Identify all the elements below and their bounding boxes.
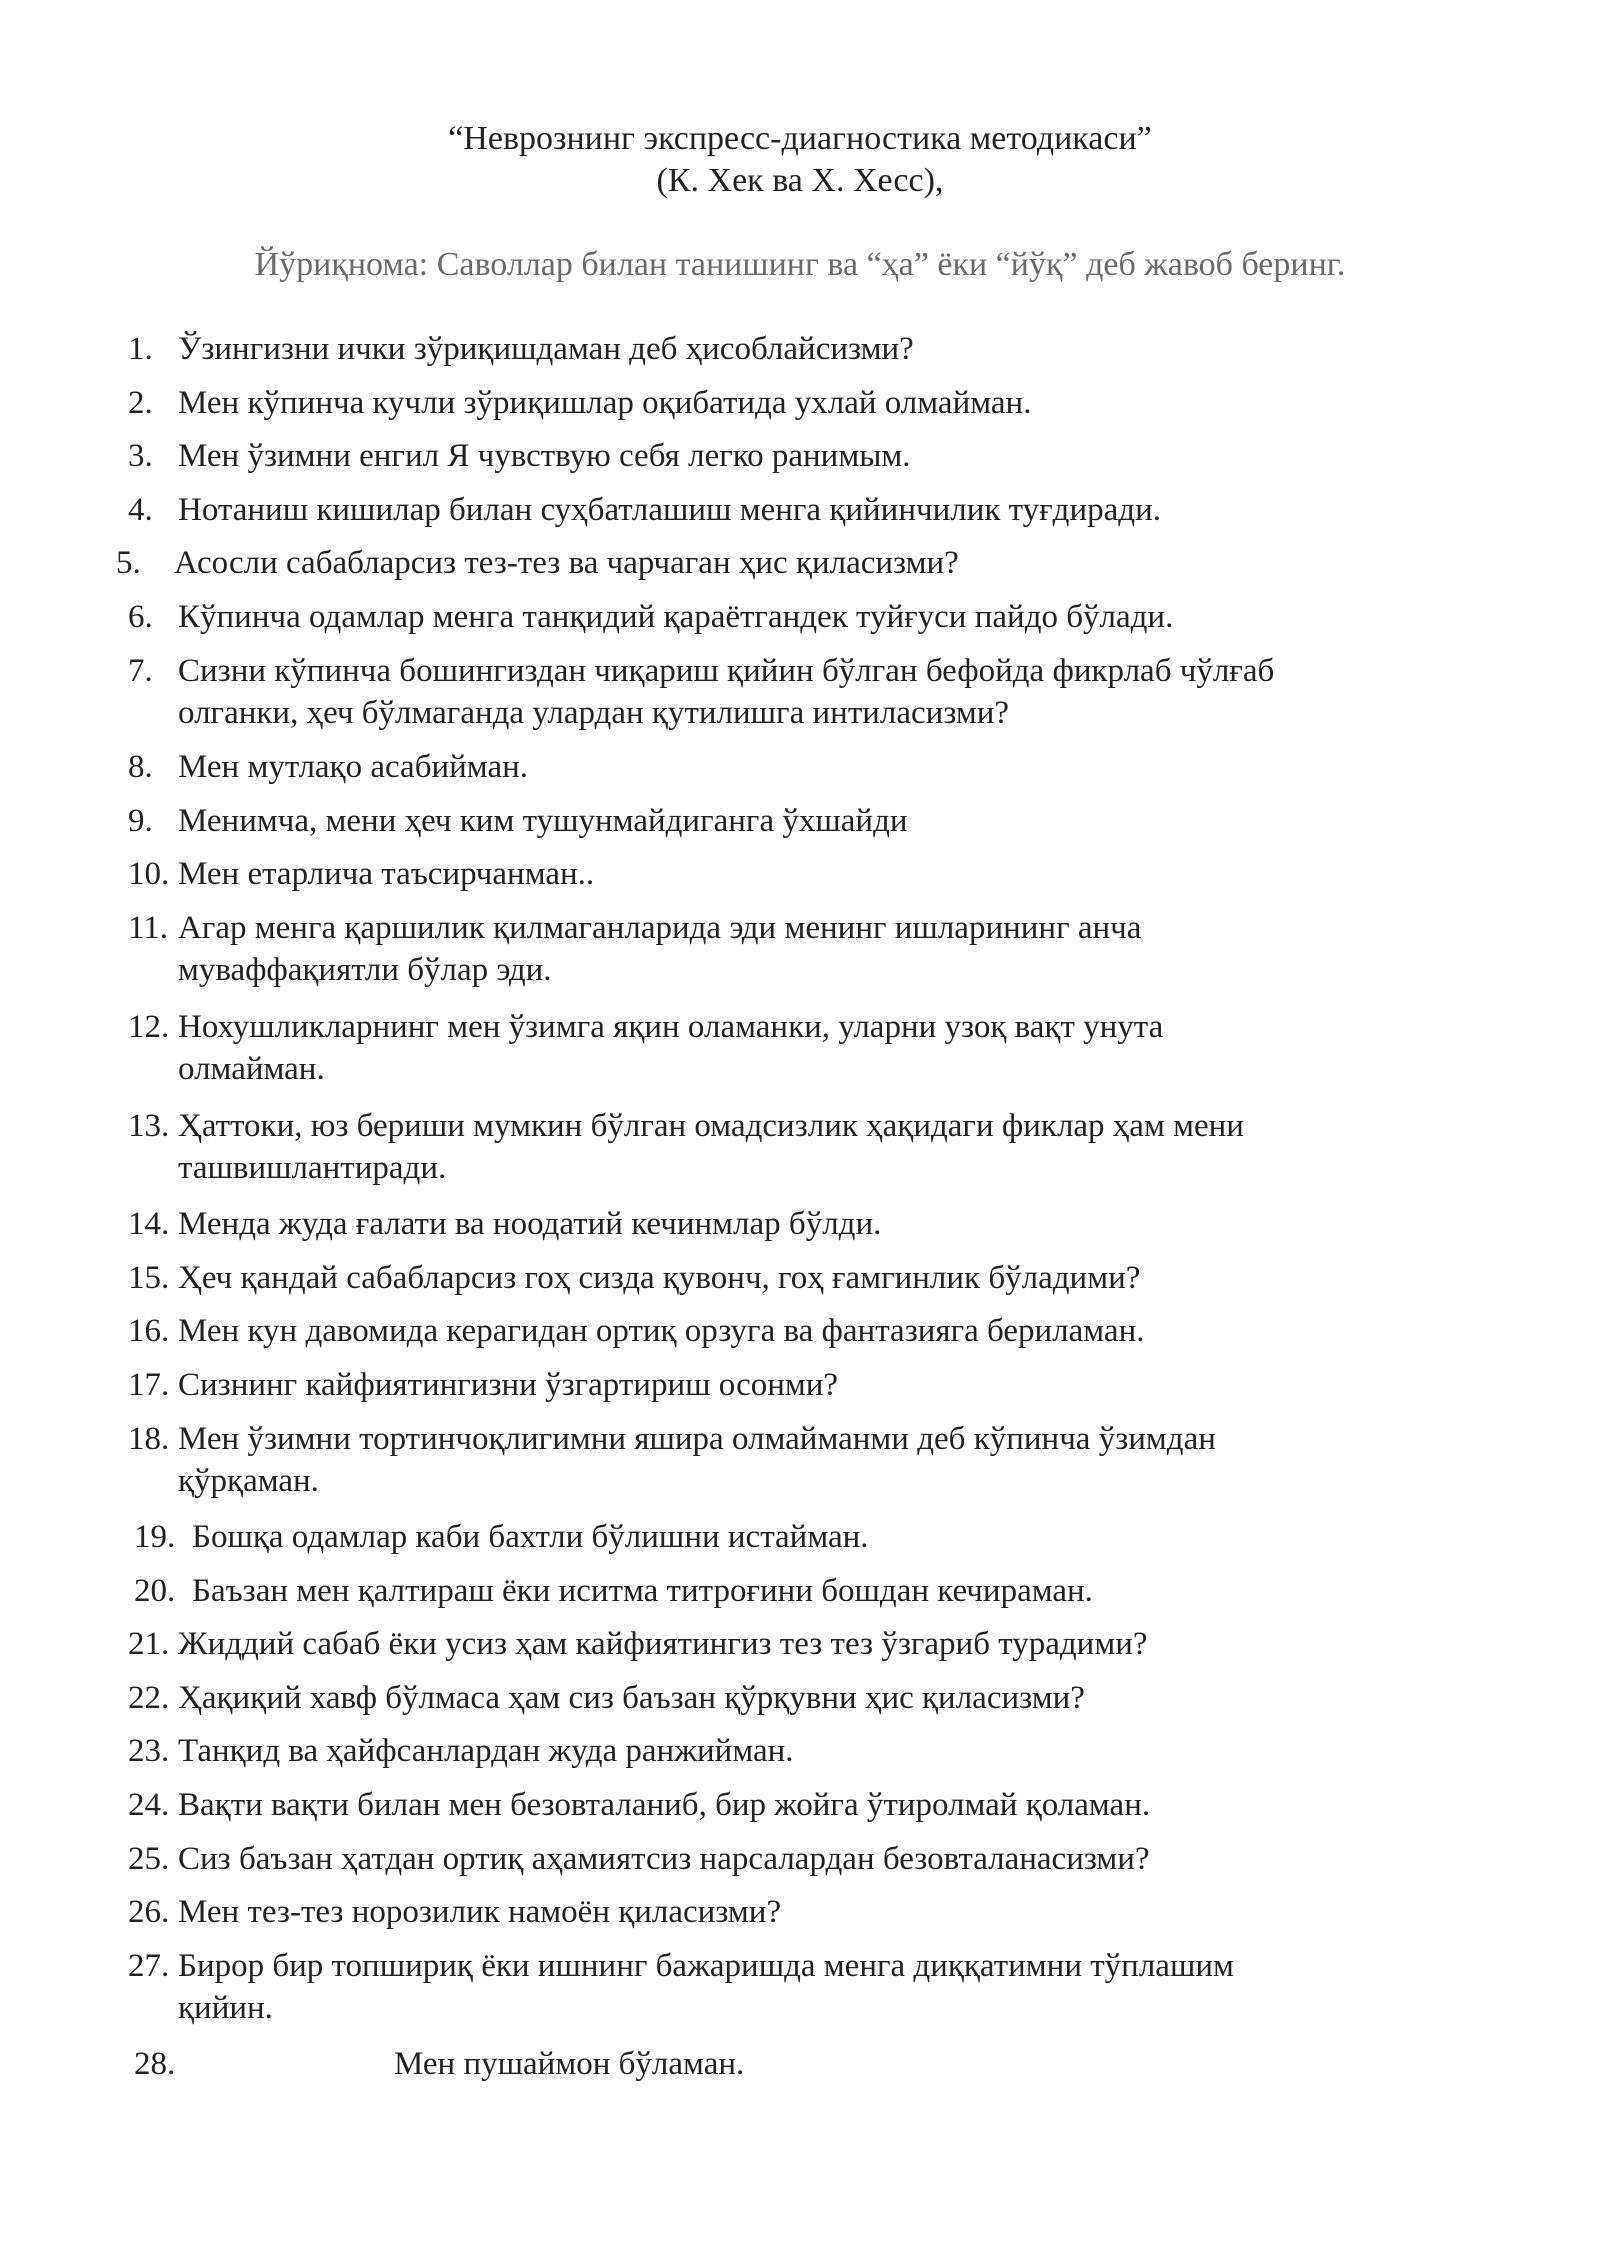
document-authors: (К. Хек ва Х. Хесс), <box>656 162 944 199</box>
question-text: қўрқаман. <box>178 1463 319 1499</box>
question-text: Бошқа одамлар каби бахтли бўлишни истайман. <box>192 1519 869 1555</box>
question-number: 9. <box>128 803 153 839</box>
question-item <box>128 489 1161 531</box>
question-text: Вақти вақти билан мен безовталаниб, бир жойга ўтиролмай қоламан. <box>178 1787 1151 1823</box>
question-item <box>128 1364 838 1406</box>
question-text: муваффақиятли бўлар эди. <box>178 952 552 988</box>
question-number: 4. <box>128 492 153 528</box>
question-text: қийин. <box>178 1990 273 2026</box>
question-text: Мен ўзимни енгил Я чувствую себя легко ранимым. <box>178 438 911 474</box>
question-item <box>134 2043 744 2085</box>
question-text: Ўзингизни ички зўриқишдаман деб ҳисоблайсизми? <box>178 331 914 367</box>
question-number: 21. <box>128 1626 170 1662</box>
question-number: 22. <box>128 1680 170 1716</box>
question-item <box>116 542 959 584</box>
question-number: 13. <box>128 1108 170 1144</box>
question-item <box>134 1570 1093 1612</box>
question-number: 27. <box>128 1948 170 1984</box>
question-number: 20. <box>134 1573 176 1609</box>
question-text: Менда жуда ғалати ва ноодатий кечинмлар бўлди. <box>178 1206 882 1242</box>
question-text: Менимча, мени ҳеч ким тушунмайдиганга ўхшайди <box>178 803 908 839</box>
question-text: Асосли сабабларсиз тез-тез ва чарчаган ҳис қиласизми? <box>174 545 959 581</box>
question-item <box>128 746 528 788</box>
question-item <box>128 1105 1244 1189</box>
question-text: Бирор бир топшириқ ёки ишнинг бажаришда менга диққатимни тўплашим <box>178 1948 1234 1984</box>
question-text: олмайман. <box>178 1051 325 1087</box>
question-number: 26. <box>128 1894 170 1930</box>
question-text: Мен мутлақо асабийман. <box>178 749 529 785</box>
question-text: Сиз баъзан ҳатдан ортиқ аҳамиятсиз нарсалардан безовталанасизми? <box>178 1841 1150 1877</box>
question-item <box>128 435 911 477</box>
question-text: Ҳақиқий хавф бўлмаса ҳам сиз баъзан қўрқувни ҳис қиласизми? <box>178 1680 1085 1716</box>
question-text: Ҳеч қандай сабабларсиз гоҳ сизда қувонч, гоҳ ғамгинлик бўладими? <box>178 1260 1141 1296</box>
question-number: 7. <box>128 653 153 689</box>
question-item <box>128 328 914 370</box>
question-item <box>128 1257 1140 1299</box>
question-text: Мен етарлича таъсирчанман.. <box>178 856 595 892</box>
question-number: 25. <box>128 1841 170 1877</box>
question-item <box>128 650 1274 734</box>
question-number: 23. <box>128 1733 170 1769</box>
question-number: 12. <box>128 1009 170 1045</box>
question-item <box>128 1006 1163 1090</box>
question-text: Нохушликларнинг мен ўзимга яқин оламанки, уларни узоқ вақт унута <box>178 1009 1164 1045</box>
question-item <box>128 1730 794 1772</box>
question-text: Танқид ва ҳайфсанлардан жуда ранжийман. <box>178 1733 794 1769</box>
question-text: Мен кўпинча кучли зўриқишлар оқибатида ухлай олмайман. <box>178 385 1032 421</box>
question-item <box>128 1891 781 1933</box>
question-text: Сизни кўпинча бошингиздан чиқариш қийин бўлган бефойда фикрлаб чўлғаб <box>178 653 1275 689</box>
question-number: 24. <box>128 1787 170 1823</box>
question-number: 17. <box>128 1367 170 1403</box>
question-item <box>128 1784 1150 1826</box>
question-item <box>128 1838 1150 1880</box>
question-number: 3. <box>128 438 153 474</box>
question-text: ташвишлантиради. <box>178 1150 447 1186</box>
question-number: 16. <box>128 1313 170 1349</box>
question-item <box>128 853 594 895</box>
question-text: Мен ўзимни тортинчоқлигимни яшира олмайманми деб кўпинча ўзимдан <box>178 1421 1216 1457</box>
question-item <box>128 1945 1234 2029</box>
question-item <box>134 1516 869 1558</box>
question-text: Сизнинг кайфиятингизни ўзгартириш осонми? <box>178 1367 839 1403</box>
question-number: 11. <box>128 910 169 946</box>
question-text: Жиддий сабаб ёки усиз ҳам кайфиятингиз тез тез ўзгариб турадими? <box>178 1626 1148 1662</box>
question-item <box>128 800 908 842</box>
question-number: 8. <box>128 749 153 785</box>
question-text: Баъзан мен қалтираш ёки иситма титроғини бошдан кечираман. <box>192 1573 1093 1609</box>
question-item <box>128 907 1141 991</box>
question-number: 18. <box>128 1421 170 1457</box>
question-text: Агар менга қаршилик қилмаганларида эди менинг ишларининг анча <box>178 910 1142 946</box>
question-text: Мен тез-тез норозилик намоён қиласизми? <box>178 1894 782 1930</box>
question-item <box>128 382 1031 424</box>
question-number: 14. <box>128 1206 170 1242</box>
question-item <box>128 1418 1216 1502</box>
question-text: Ҳаттоки, юз бериши мумкин бўлган омадсизлик ҳақидаги фиклар ҳам мени <box>178 1108 1244 1144</box>
question-item <box>128 596 1173 638</box>
question-number: 10. <box>128 856 170 892</box>
title-block <box>0 118 1600 202</box>
question-number: 19. <box>134 1519 176 1555</box>
question-text: Кўпинча одамлар менга танқидий қараётгандек туйғуси пайдо бўлади. <box>178 599 1174 635</box>
document-title: “Неврознинг экспресс-диагностика методикаси” <box>448 120 1152 157</box>
question-item <box>128 1310 1145 1352</box>
question-item <box>128 1677 1085 1719</box>
question-number: 2. <box>128 385 153 421</box>
question-text: Мен кун давомида керагидан ортиқ орзуга ва фантазияга бериламан. <box>178 1313 1145 1349</box>
question-number: 15. <box>128 1260 170 1296</box>
question-number: 6. <box>128 599 153 635</box>
question-number: 1. <box>128 331 153 367</box>
instruction-text: Йўриқнома: Саволлар билан танишинг ва “ҳа” ёки “йўқ” деб жавоб беринг. <box>254 246 1346 283</box>
question-number: 28. <box>134 2046 176 2082</box>
question-item <box>128 1203 881 1245</box>
question-number: 5. <box>116 545 141 581</box>
question-text: Мен пушаймон бўламан. <box>394 2046 745 2082</box>
question-item <box>128 1623 1148 1665</box>
question-text: олганки, ҳеч бўлмаганда улардан қутилишга интиласизми? <box>178 695 1010 731</box>
question-text: Нотаниш кишилар билан суҳбатлашиш менга қийинчилик туғдиради. <box>178 492 1161 528</box>
